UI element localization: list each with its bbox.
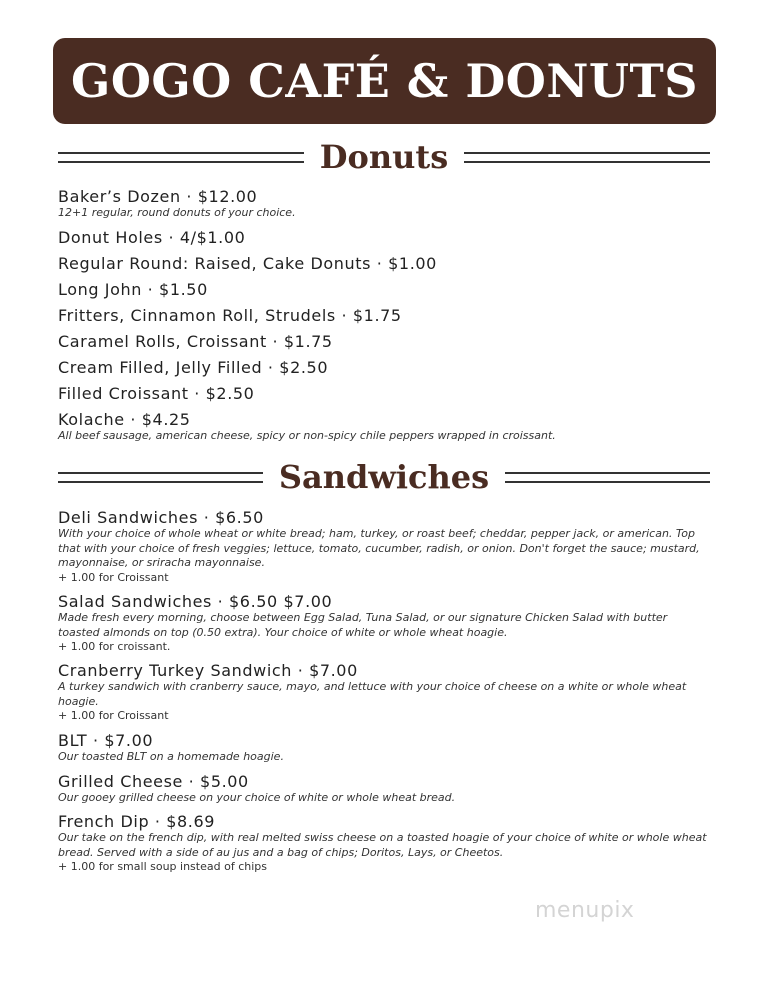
title-banner [53,38,716,124]
sandwich-item-addon: + 1.00 for croissant. [58,640,171,653]
sandwich-item [58,812,710,875]
sandwich-item-description: Our toasted BLT on a homemade hoagie. [58,750,284,763]
donut-item-title: Donut Holes · 4/$1.00 [58,228,246,247]
donut-item-title: Kolache · $4.25 [58,410,191,429]
sandwich-item [58,661,710,724]
sandwich-item-title: Salad Sandwiches · $6.50 $7.00 [58,592,333,611]
donut-item-title: Regular Round: Raised, Cake Donuts · $1.00 [58,254,437,273]
donut-item-title: Cream Filled, Jelly Filled · $2.50 [58,358,329,377]
divider [58,152,304,163]
donuts-title: Donuts [319,138,449,176]
sandwich-item-title: French Dip · $8.69 [58,812,216,831]
donut-item-title: Baker’s Dozen · $12.00 [58,187,258,206]
sandwich-item [58,772,710,806]
sandwich-item [58,508,710,585]
donut-item [58,187,710,221]
donut-item-title: Long John · $1.50 [58,280,208,299]
donut-item [58,358,710,377]
donut-item [58,280,710,299]
donut-item-title: Caramel Rolls, Croissant · $1.75 [58,332,333,351]
sandwich-item-title: Cranberry Turkey Sandwich · $7.00 [58,661,358,680]
divider [505,472,710,483]
donut-item [58,228,710,247]
sandwich-item-addon: + 1.00 for small soup instead of chips [58,860,267,873]
sandwich-item-title: BLT · $7.00 [58,731,154,750]
donut-item [58,384,710,403]
sandwiches-title: Sandwiches [278,458,490,496]
sandwich-item-description: With your choice of whole wheat or white bread; ham, turkey, or roast beef; cheddar, pepper jack, or american. Top that with your choice of fresh veggies; lettuce, tomato, cucumber, radish, or onion. Don't forget the sauce; mustard, mayonnaise, or sriracha mayonnaise. [58,527,700,569]
sandwiches-heading [58,458,710,496]
sandwich-item [58,592,710,655]
donut-item-description: 12+1 regular, round donuts of your choice. [58,206,296,219]
donut-item-description: All beef sausage, american cheese, spicy or non-spicy chile peppers wrapped in croissant. [58,429,556,442]
donut-item-title: Fritters, Cinnamon Roll, Strudels · $1.75 [58,306,402,325]
sandwich-item-description: Our take on the french dip, with real melted swiss cheese on a toasted hoagie of your choice of white or whole wheat bread. Served with a side of au jus and a bag of chips; Doritos, Lays, or Cheetos. [58,831,707,859]
donuts-heading [58,138,710,176]
sandwich-item-title: Deli Sandwiches · $6.50 [58,508,264,527]
sandwich-item [58,731,710,765]
sandwich-item-description: A turkey sandwich with cranberry sauce, mayo, and lettuce with your choice of cheese on a white or whole wheat hoagie. [58,680,687,708]
page-title: GOGO CAFÉ & DONUTS [71,54,698,108]
donut-item [58,306,710,325]
divider [464,152,710,163]
donut-item [58,254,710,273]
sandwich-item-addon: + 1.00 for Croissant [58,570,169,584]
donut-item [58,332,710,351]
sandwich-item-description: Made fresh every morning, choose between Egg Salad, Tuna Salad, or our signature Chicken Salad with butter toasted almonds on top (0.50 extra). Your choice of white or whole wheat hoagie. [58,611,668,639]
sandwich-item-addon: + 1.00 for Croissant [58,709,169,722]
watermark-logo: menupix [535,898,635,923]
donut-item [58,410,710,444]
sandwich-item-title: Grilled Cheese · $5.00 [58,772,249,791]
donut-item-title: Filled Croissant · $2.50 [58,384,255,403]
divider [58,472,263,483]
sandwich-item-description: Our gooey grilled cheese on your choice of white or whole wheat bread. [58,791,456,804]
